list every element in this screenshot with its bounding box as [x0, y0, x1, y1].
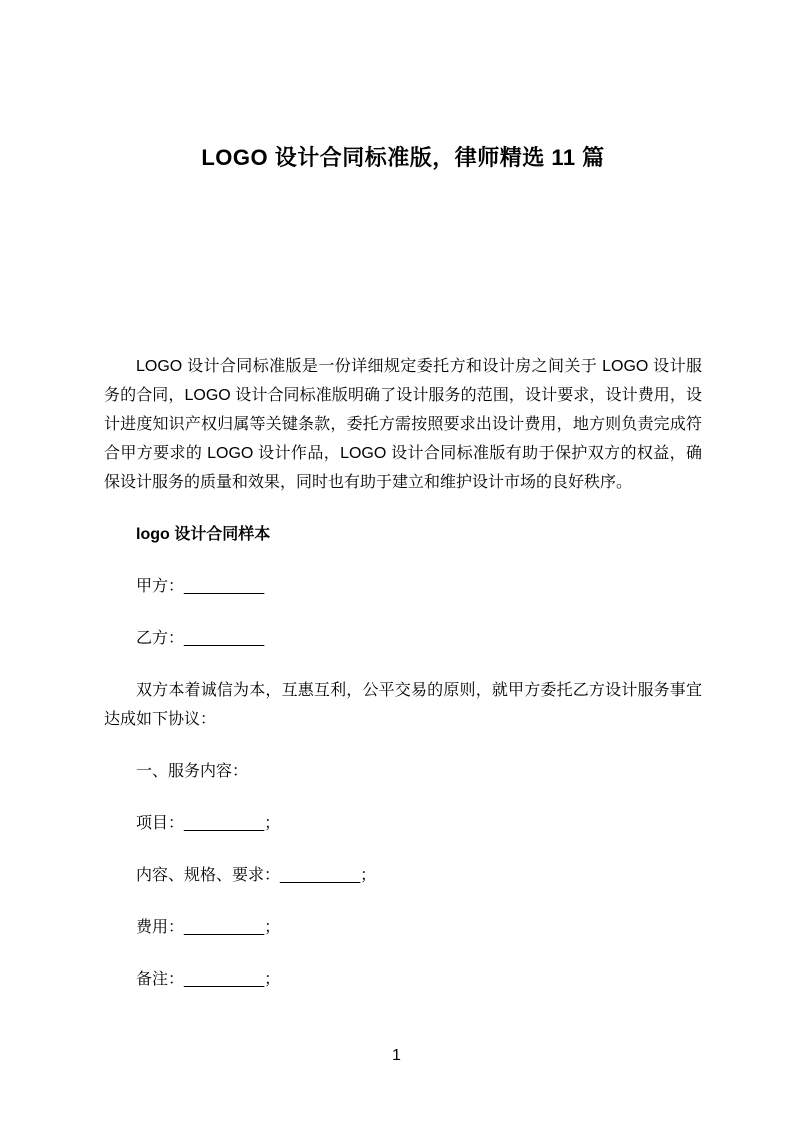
- page-number: 1: [392, 1047, 401, 1064]
- document-content: [104, 0, 702, 1017]
- section-1-heading: 一、服务内容：: [136, 763, 249, 780]
- intro-paragraph: LOGO 设计合同标准版是一份详细规定委托方和设计房之间关于 LOGO 设计服务的合同，LOGO 设计合同标准版明确了设计服务的范围，设计要求，设计费用，设计进度知识产权归属等关键条款，委托方需按照要求出设计费用，地方则负责完成符合甲方要求的 LOGO 设计作品，LOGO 设计合同标准版有助于保护双方的权益，确保设计服务的质量和效果，同时也有助于建立和维护设计市场的良好秩序。: [104, 358, 702, 491]
- document-title: LOGO 设计合同标准版，律师精选 11 篇: [201, 145, 605, 170]
- field-content-spec-requirements-line: 内容、规格、要求：_________；: [136, 867, 377, 884]
- field-project-line: 项目：_________；: [136, 815, 281, 832]
- sample-heading: logo 设计合同样本: [136, 526, 271, 543]
- party-b-line: 乙方：_________: [136, 630, 265, 647]
- party-a-line: 甲方：_________: [136, 578, 265, 595]
- agreement-intro-paragraph: 双方本着诚信为本，互惠互利，公平交易的原则，就甲方委托乙方设计服务事宜达成如下协议：: [104, 682, 702, 728]
- field-fee-line: 费用：_________；: [136, 919, 281, 936]
- field-remarks-line: 备注：_________；: [136, 971, 281, 988]
